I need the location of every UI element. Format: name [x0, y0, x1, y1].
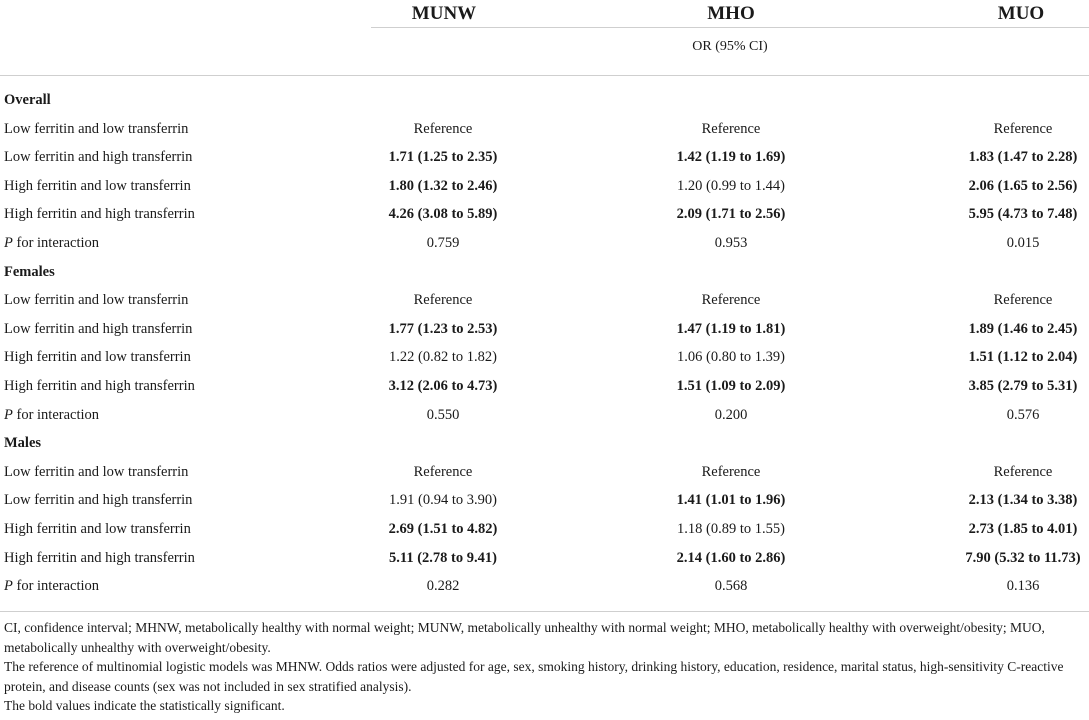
table-row	[0, 372, 1089, 401]
table-row	[0, 458, 1089, 487]
cell-muo: 2.73 (1.85 to 4.01)	[968, 520, 1078, 537]
cell-munw: 1.91 (0.94 to 3.90)	[389, 492, 497, 509]
column-header-munw: MUNW	[411, 3, 477, 24]
cell-munw: 5.11 (2.78 to 9.41)	[389, 549, 497, 566]
cell-muo: Reference	[993, 120, 1053, 137]
table-row	[0, 343, 1089, 372]
section-label: Females	[4, 263, 55, 280]
row-label	[4, 229, 99, 258]
cell-munw: Reference	[413, 292, 473, 309]
row-label: High ferritin and low transferrin	[4, 177, 191, 194]
cell-muo: 7.90 (5.32 to 11.73)	[965, 549, 1081, 566]
cell-mho: Reference	[701, 292, 761, 309]
row-label	[4, 572, 99, 601]
footnote-bold: The bold values indicate the statistically significant.	[4, 698, 285, 713]
table-row	[0, 544, 1089, 573]
section-heading-row	[0, 258, 1089, 287]
cell-mho: 1.42 (1.19 to 1.69)	[676, 149, 786, 166]
cell-mho: Reference	[701, 463, 761, 480]
table-row	[0, 515, 1089, 544]
cell-mho: 1.41 (1.01 to 1.96)	[676, 492, 786, 509]
row-label	[4, 401, 99, 430]
table-row	[0, 315, 1089, 344]
cell-muo: 3.85 (2.79 to 5.31)	[968, 377, 1078, 394]
footnote-model: The reference of multinomial logistic models was MHNW. Odds ratios were adjusted for age, sex, smoking history, drinking history, education, residence, marital status, high-sensitivity C-reactive protein, and disease counts (sex was not included in sex stratified analysis).	[4, 659, 1064, 694]
cell-munw: 1.80 (1.32 to 2.46)	[388, 177, 498, 194]
cell-muo: 0.576	[1006, 406, 1040, 423]
cell-munw: 4.26 (3.08 to 5.89)	[388, 206, 498, 223]
cell-mho: 1.20 (0.99 to 1.44)	[677, 177, 785, 194]
cell-munw: 2.69 (1.51 to 4.82)	[388, 520, 498, 537]
cell-munw: Reference	[413, 463, 473, 480]
table-row	[0, 286, 1089, 315]
table-row	[0, 486, 1089, 515]
row-label: Low ferritin and high transferrin	[4, 320, 193, 337]
row-label: High ferritin and high transferrin	[4, 549, 195, 566]
cell-muo: 0.015	[1006, 234, 1040, 251]
row-label: High ferritin and low transferrin	[4, 520, 191, 537]
cell-mho: Reference	[701, 120, 761, 137]
section-label: Overall	[4, 92, 51, 108]
column-header-mho: MHO	[707, 3, 755, 24]
cell-muo: 2.06 (1.65 to 2.56)	[968, 177, 1078, 194]
cell-munw: 1.22 (0.82 to 1.82)	[389, 349, 497, 366]
section-heading-row	[0, 86, 1089, 115]
cell-mho: 2.09 (1.71 to 2.56)	[676, 206, 786, 223]
table-body	[0, 86, 1089, 601]
cell-muo: 1.83 (1.47 to 2.28)	[968, 149, 1078, 166]
header-divider	[371, 27, 1089, 28]
cell-munw: Reference	[413, 120, 473, 137]
row-label: Low ferritin and low transferrin	[4, 120, 189, 137]
cell-mho: 0.953	[714, 234, 748, 251]
table-bottom-rule	[0, 611, 1089, 612]
cell-munw: 0.282	[426, 578, 460, 595]
row-label: High ferritin and high transferrin	[4, 206, 195, 223]
table-header	[0, 0, 1089, 86]
row-label: Low ferritin and high transferrin	[4, 492, 193, 509]
cell-mho: 2.14 (1.60 to 2.86)	[676, 549, 786, 566]
cell-mho: 0.200	[714, 406, 748, 423]
cell-munw: 3.12 (2.06 to 4.73)	[388, 377, 498, 394]
cell-mho: 1.47 (1.19 to 1.81)	[676, 320, 786, 337]
header-bottom-rule	[0, 75, 1089, 76]
cell-mho: 1.18 (0.89 to 1.55)	[677, 520, 785, 537]
p-symbol: P	[4, 234, 13, 251]
p-symbol: P	[4, 406, 13, 423]
footnote-abbreviations: CI, confidence interval; MHNW, metabolically healthy with normal weight; MUNW, metabolically unhealthy with normal weight; MHO, metabolically healthy with overweight/obesity; MUO, metabolically unhealthy with overweight/obesity.	[4, 620, 1045, 655]
cell-muo: 1.51 (1.12 to 2.04)	[968, 349, 1078, 366]
cell-munw: 1.77 (1.23 to 2.53)	[388, 320, 498, 337]
column-header-muo: MUO	[997, 3, 1045, 24]
p-interaction-row	[0, 401, 1089, 430]
row-label: Low ferritin and low transferrin	[4, 463, 189, 480]
row-label: High ferritin and high transferrin	[4, 377, 195, 394]
cell-muo: Reference	[993, 292, 1053, 309]
cell-muo: 2.13 (1.34 to 3.38)	[968, 492, 1078, 509]
cell-mho: 1.06 (0.80 to 1.39)	[677, 349, 785, 366]
table-footnotes	[4, 618, 1086, 716]
cell-muo: Reference	[993, 463, 1053, 480]
cell-muo: 5.95 (4.73 to 7.48)	[968, 206, 1078, 223]
table-row	[0, 143, 1089, 172]
table-row	[0, 172, 1089, 201]
section-label: Males	[4, 435, 42, 452]
row-label-text: for interaction	[12, 234, 100, 251]
cell-munw: 0.550	[426, 406, 460, 423]
p-symbol: P	[4, 578, 13, 595]
cell-muo: 1.89 (1.46 to 2.45)	[968, 320, 1078, 337]
table-row	[0, 115, 1089, 144]
cell-munw: 1.71 (1.25 to 2.35)	[388, 149, 498, 166]
cell-munw: 0.759	[426, 234, 460, 251]
row-label: Low ferritin and low transferrin	[4, 292, 189, 309]
row-label: High ferritin and low transferrin	[4, 349, 191, 366]
cell-mho: 0.568	[714, 578, 748, 595]
row-label-text: for interaction	[12, 406, 100, 423]
cell-mho: 1.51 (1.09 to 2.09)	[676, 377, 786, 394]
row-label: Low ferritin and high transferrin	[4, 149, 193, 166]
p-interaction-row	[0, 572, 1089, 601]
table-row	[0, 200, 1089, 229]
or-ci-subheader: OR (95% CI)	[692, 39, 768, 54]
row-label-text: for interaction	[12, 578, 100, 595]
p-interaction-row	[0, 229, 1089, 258]
section-heading-row	[0, 429, 1089, 458]
cell-muo: 0.136	[1006, 578, 1040, 595]
